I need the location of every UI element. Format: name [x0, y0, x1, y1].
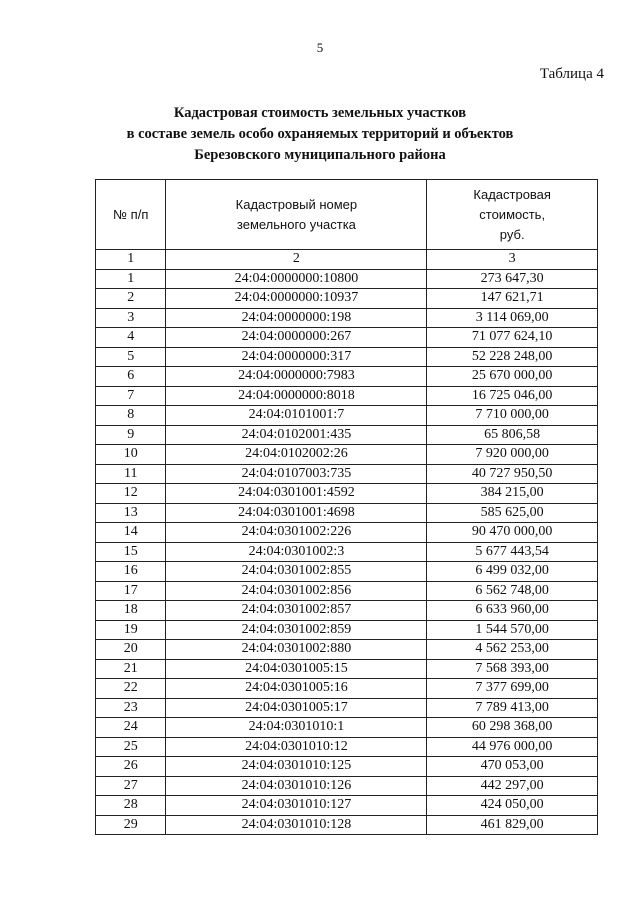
- header-cadastral-number-line-2: земельного участка: [236, 216, 356, 232]
- cadastral-number-cell: 24:04:0000000:267: [166, 328, 427, 348]
- row-number-cell: 11: [96, 464, 166, 484]
- cadastral-number-cell: 24:04:0301001:4592: [166, 484, 427, 504]
- table-row: [96, 659, 598, 679]
- cadastral-number-cell: 24:04:0301002:855: [166, 562, 427, 582]
- title-line-2: в составе земель особо охраняемых территорий и объектов: [126, 126, 514, 142]
- table-row: [96, 289, 598, 309]
- cadastral-value-cell: 585 625,00: [427, 503, 598, 523]
- cadastral-value-cell: 6 633 960,00: [427, 601, 598, 621]
- cadastral-number-cell: 24:04:0000000:8018: [166, 386, 427, 406]
- header-cadastral-value: [427, 180, 598, 250]
- row-number-cell: 20: [96, 640, 166, 660]
- row-number-cell: 6: [96, 367, 166, 387]
- cadastral-value-cell: 7 920 000,00: [427, 445, 598, 465]
- cadastral-number-cell: 24:04:0000000:10937: [166, 289, 427, 309]
- title-line-3: Березовского муниципального района: [194, 147, 446, 163]
- page-number: 5: [316, 40, 324, 55]
- cadastral-value-cell: 7 789 413,00: [427, 698, 598, 718]
- cadastral-value-cell: 65 806,58: [427, 425, 598, 445]
- row-number-cell: 29: [96, 815, 166, 835]
- cadastral-value-cell: 6 499 032,00: [427, 562, 598, 582]
- cadastral-value-cell: 16 725 046,00: [427, 386, 598, 406]
- cadastral-number-cell: 24:04:0301010:12: [166, 737, 427, 757]
- cadastral-value-cell: 6 562 748,00: [427, 581, 598, 601]
- row-number-cell: 5: [96, 347, 166, 367]
- table-row: [96, 464, 598, 484]
- table-row: [96, 601, 598, 621]
- cadastral-value-cell: 40 727 950,50: [427, 464, 598, 484]
- header-cadastral-number-line-1: Кадастровый номер: [235, 196, 358, 212]
- table-row: [96, 542, 598, 562]
- table-row: [96, 328, 598, 348]
- row-number-cell: 10: [96, 445, 166, 465]
- row-number-cell: 8: [96, 406, 166, 426]
- column-index-1: 1: [96, 250, 166, 270]
- table-row: [96, 562, 598, 582]
- header-cadastral-value-line-2: стоимость,: [479, 206, 546, 222]
- cadastral-number-cell: 24:04:0301010:1: [166, 718, 427, 738]
- cadastral-number-cell: 24:04:0000000:10800: [166, 269, 427, 289]
- row-number-cell: 17: [96, 581, 166, 601]
- header-cadastral-value-line-1: Кадастровая: [473, 186, 551, 202]
- cadastral-number-cell: 24:04:0301002:226: [166, 523, 427, 543]
- row-number-cell: 4: [96, 328, 166, 348]
- cadastral-value-cell: 461 829,00: [427, 815, 598, 835]
- cadastral-value-cell: 3 114 069,00: [427, 308, 598, 328]
- table-row: [96, 503, 598, 523]
- cadastral-value-cell: 5 677 443,54: [427, 542, 598, 562]
- cadastral-number-cell: 24:04:0301001:4698: [166, 503, 427, 523]
- row-number-cell: 26: [96, 757, 166, 777]
- row-number-cell: 27: [96, 776, 166, 796]
- row-number-cell: 3: [96, 308, 166, 328]
- table-row: [96, 308, 598, 328]
- cadastral-number-cell: 24:04:0301002:857: [166, 601, 427, 621]
- row-number-cell: 18: [96, 601, 166, 621]
- table-row: [96, 581, 598, 601]
- column-index-2: 2: [166, 250, 427, 270]
- cadastral-value-cell: 470 053,00: [427, 757, 598, 777]
- table-row: [96, 445, 598, 465]
- cadastral-number-cell: 24:04:0301002:859: [166, 620, 427, 640]
- cadastral-number-cell: 24:04:0301002:3: [166, 542, 427, 562]
- row-number-cell: 1: [96, 269, 166, 289]
- cadastral-value-cell: 25 670 000,00: [427, 367, 598, 387]
- table-row: [96, 815, 598, 835]
- row-number-cell: 21: [96, 659, 166, 679]
- cadastral-number-cell: 24:04:0101001:7: [166, 406, 427, 426]
- row-number-cell: 19: [96, 620, 166, 640]
- column-index-row: [96, 250, 598, 270]
- cadastral-value-cell: 4 562 253,00: [427, 640, 598, 660]
- row-number-cell: 14: [96, 523, 166, 543]
- cadastral-value-cell: 90 470 000,00: [427, 523, 598, 543]
- table-row: [96, 679, 598, 699]
- header-number: № п/п: [96, 180, 166, 250]
- row-number-cell: 12: [96, 484, 166, 504]
- table-row: [96, 347, 598, 367]
- cadastral-value-cell: 424 050,00: [427, 796, 598, 816]
- row-number-cell: 16: [96, 562, 166, 582]
- row-number-cell: 2: [96, 289, 166, 309]
- table-row: [96, 796, 598, 816]
- table-row: [96, 620, 598, 640]
- cadastral-value-cell: 7 568 393,00: [427, 659, 598, 679]
- cadastral-number-cell: 24:04:0301010:126: [166, 776, 427, 796]
- table-label: Таблица 4: [539, 66, 604, 82]
- table-row: [96, 757, 598, 777]
- column-index-3: 3: [427, 250, 598, 270]
- cadastral-number-cell: 24:04:0102001:435: [166, 425, 427, 445]
- cadastral-value-cell: 273 647,30: [427, 269, 598, 289]
- cadastral-value-cell: 384 215,00: [427, 484, 598, 504]
- table-body: [96, 269, 598, 835]
- table-row: [96, 386, 598, 406]
- row-number-cell: 25: [96, 737, 166, 757]
- row-number-cell: 22: [96, 679, 166, 699]
- cadastral-number-cell: 24:04:0301002:856: [166, 581, 427, 601]
- header-cadastral-value-line-3: руб.: [499, 226, 525, 242]
- cadastral-number-cell: 24:04:0301010:125: [166, 757, 427, 777]
- table-row: [96, 406, 598, 426]
- cadastral-value-cell: 442 297,00: [427, 776, 598, 796]
- table-row: [96, 698, 598, 718]
- cadastral-number-cell: 24:04:0301002:880: [166, 640, 427, 660]
- header-cadastral-number: [166, 180, 427, 250]
- cadastral-value-cell: 147 621,71: [427, 289, 598, 309]
- row-number-cell: 24: [96, 718, 166, 738]
- table-row: [96, 640, 598, 660]
- cadastral-number-cell: 24:04:0000000:317: [166, 347, 427, 367]
- cadastral-number-cell: 24:04:0301010:128: [166, 815, 427, 835]
- cadastral-value-cell: 7 710 000,00: [427, 406, 598, 426]
- table-row: [96, 776, 598, 796]
- cadastral-value-cell: 7 377 699,00: [427, 679, 598, 699]
- cadastral-number-cell: 24:04:0000000:198: [166, 308, 427, 328]
- cadastral-value-cell: 71 077 624,10: [427, 328, 598, 348]
- table-row: [96, 523, 598, 543]
- row-number-cell: 15: [96, 542, 166, 562]
- cadastral-number-cell: 24:04:0301005:16: [166, 679, 427, 699]
- row-number-cell: 7: [96, 386, 166, 406]
- cadastral-number-cell: 24:04:0102002:26: [166, 445, 427, 465]
- cadastral-value-table: [95, 179, 598, 835]
- row-number-cell: 9: [96, 425, 166, 445]
- table-row: [96, 367, 598, 387]
- table-row: [96, 425, 598, 445]
- cadastral-number-cell: 24:04:0107003:735: [166, 464, 427, 484]
- table-row: [96, 269, 598, 289]
- cadastral-value-cell: 1 544 570,00: [427, 620, 598, 640]
- row-number-cell: 28: [96, 796, 166, 816]
- row-number-cell: 13: [96, 503, 166, 523]
- cadastral-value-cell: 52 228 248,00: [427, 347, 598, 367]
- table-row: [96, 737, 598, 757]
- document-title: [0, 103, 640, 166]
- table-header-row: [96, 180, 598, 250]
- cadastral-number-cell: 24:04:0301005:15: [166, 659, 427, 679]
- cadastral-number-cell: 24:04:0301010:127: [166, 796, 427, 816]
- row-number-cell: 23: [96, 698, 166, 718]
- cadastral-value-cell: 60 298 368,00: [427, 718, 598, 738]
- cadastral-number-cell: 24:04:0301005:17: [166, 698, 427, 718]
- table-row: [96, 484, 598, 504]
- cadastral-value-cell: 44 976 000,00: [427, 737, 598, 757]
- cadastral-number-cell: 24:04:0000000:7983: [166, 367, 427, 387]
- title-line-1: Кадастровая стоимость земельных участков: [173, 105, 467, 121]
- table-row: [96, 718, 598, 738]
